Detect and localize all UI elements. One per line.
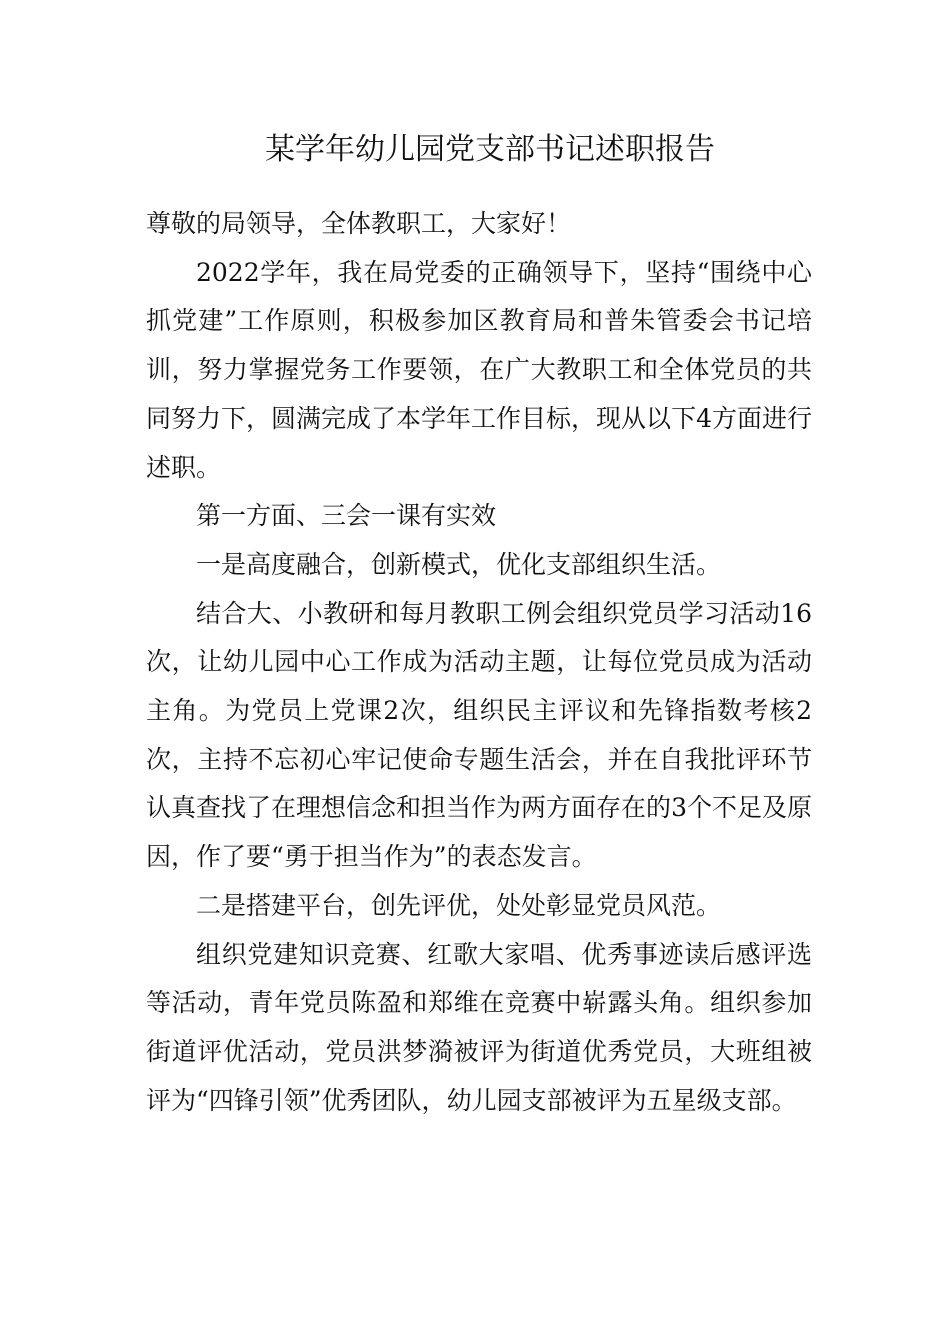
body-paragraph-2: 组织党建知识竞赛、红歌大家唱、优秀事迹读后感评选等活动，青年党员陈盈和郑维在竞赛中崭露头角。组织参加街道评优活动，党员洪梦漪被评为街道优秀党员，大班组被评为“四锋引领”优秀团队，幼儿园支部被评为五星级支部。 bbox=[146, 939, 812, 1115]
subsection-heading-1: 一是高度融合，创新模式，优化支部组织生活。 bbox=[196, 549, 722, 579]
greeting-paragraph: 尊敬的局领导，全体教职工，大家好！ bbox=[146, 209, 572, 238]
subsection-heading-2: 二是搭建平台，创先评优，处处彰显党员风范。 bbox=[196, 890, 722, 920]
body-paragraph-1: 结合大、小教研和每月教职工例会组织党员学习活动16次，让幼儿园中心工作成为活动主题，让每位党员成为活动主角。为党员上党课2次，组织民主评议和先锋指数考核2次，主持不忘初心牢记使命专题生活会，并在自我批评环节认真查找了在理想信念和担当作为两方面存在的3个不足及原因，作了要“勇于担当作为”的表态发言。 bbox=[146, 598, 812, 872]
section-heading-1: 第一方面、三会一课有实效 bbox=[196, 501, 497, 531]
intro-paragraph: 2022学年，我在局党委的正确领导下，坚持“围绕中心抓党建”工作原则，积极参加区教育局和普朱管委会书记培训，努力掌握党务工作要领，在广大教职工和全体党员的共同努力下，圆满完成了本学年工作目标，现从以下4方面进行述职。 bbox=[146, 257, 812, 482]
document-body bbox=[146, 200, 812, 1125]
document-title: 某学年幼儿园党支部书记述职报告 bbox=[265, 132, 715, 167]
